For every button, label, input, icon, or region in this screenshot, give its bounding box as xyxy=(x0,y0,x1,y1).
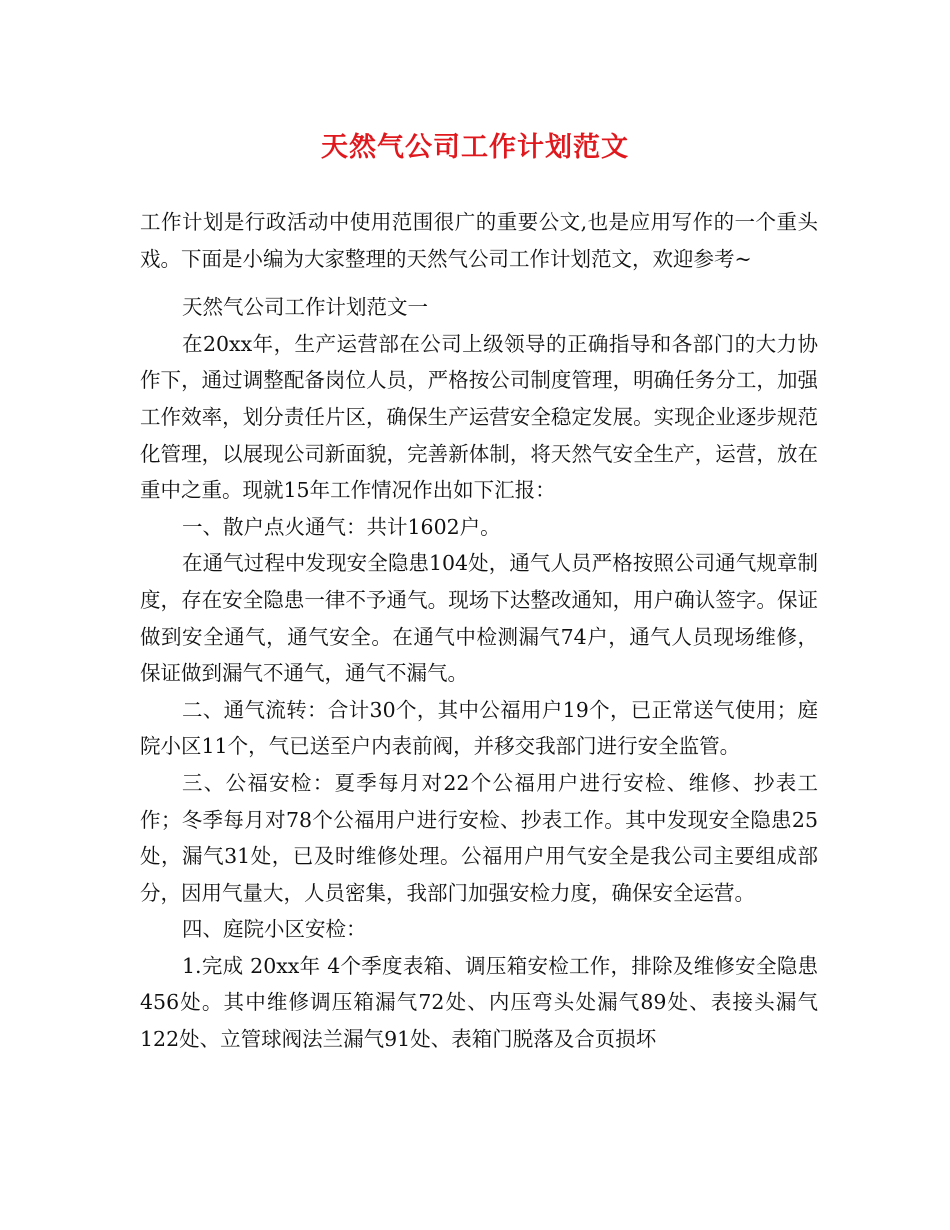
document-body xyxy=(140,204,818,1058)
paragraph-gap xyxy=(140,277,818,289)
paragraph-item-4: 四、庭院小区安检： xyxy=(182,917,367,942)
section-heading: 天然气公司工作计划范文一 xyxy=(182,295,428,320)
paragraph-item-1: 一、散户点火通气：共计1602户。 xyxy=(182,514,501,539)
document-title: 天然气公司工作计划范文 xyxy=(321,132,629,163)
intro-paragraph: 工作计划是行政活动中使用范围很广的重要公文,也是应用写作的一个重头戏。下面是小编为大家整理的天然气公司工作计划范文，欢迎参考~ xyxy=(140,210,818,271)
paragraph-item-1-detail: 在通气过程中发现安全隐患104处，通气人员严格按照公司通气规章制度，存在安全隐患一律不予通气。现场下达整改通知，用户确认签字。保证做到安全通气，通气安全。在通气中检测漏气74户，通气人员现场维修，保证做到漏气不通气，通气不漏气。 xyxy=(140,551,818,686)
paragraph-overview: 在20xx年，生产运营部在公司上级领导的正确指导和各部门的大力协作下，通过调整配备岗位人员，严格按公司制度管理，明确任务分工，加强工作效率，划分责任片区，确保生产运营安全稳定发展。实现企业逐步规范化管理，以展现公司新面貌，完善新体制，将天然气安全生产，运营，放在重中之重。现就15年工作情况作出如下汇报： xyxy=(140,331,818,503)
paragraph-item-3: 三、公福安检：夏季每月对22个公福用户进行安检、维修、抄表工作；冬季每月对78个公福用户进行安检、抄表工作。其中发现安全隐患25处，漏气31处，已及时维修处理。公福用户用气安全是我公司主要组成部分，因用气量大，人员密集，我部门加强安检力度，确保安全运营。 xyxy=(140,770,818,905)
paragraph-item-4-detail: 1.完成 20xx年 4个季度表箱、调压箱安检工作，排除及维修安全隐患456处。其中维修调压箱漏气72处、内压弯头处漏气89处、表接头漏气122处、立管球阀法兰漏气91处、表箱门脱落及合页损坏 xyxy=(140,953,818,1052)
paragraph-item-2: 二、通气流转：合计30个，其中公福用户19个，已正常送气使用；庭院小区11个，气已送至户内表前阀，并移交我部门进行安全监管。 xyxy=(140,697,818,759)
